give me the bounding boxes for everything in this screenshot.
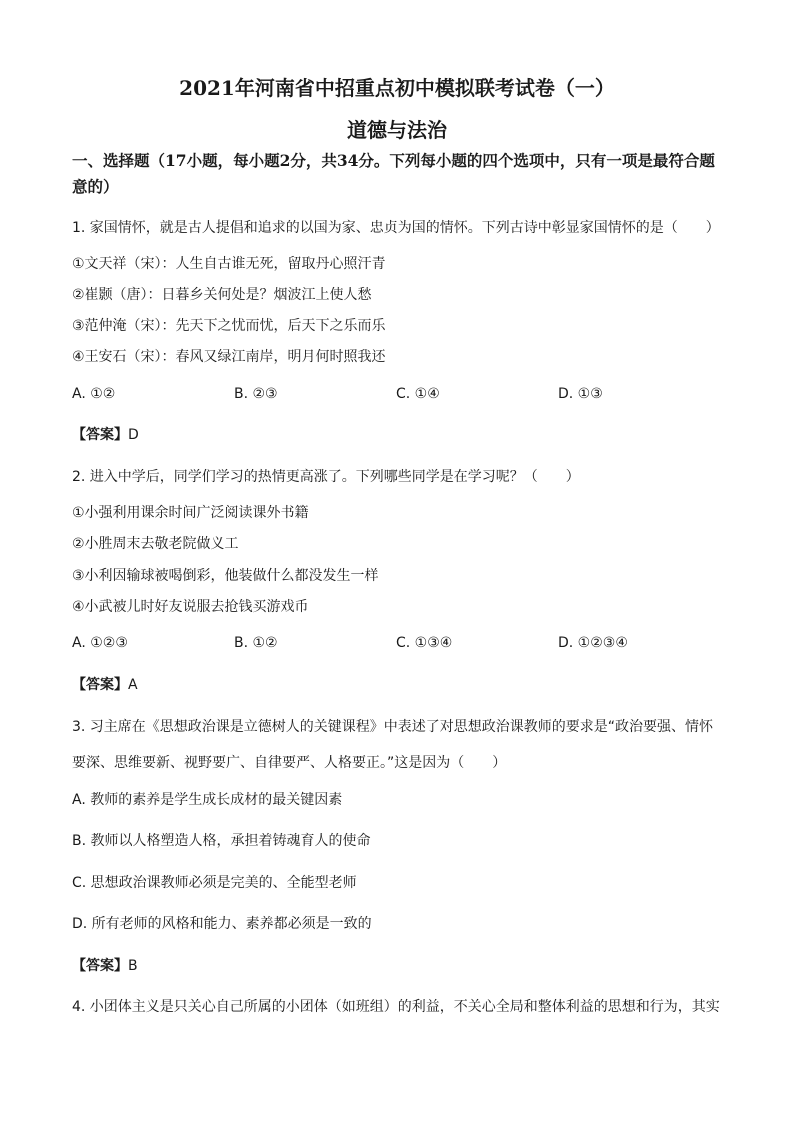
question-1-option-c: C. ①④ <box>396 386 440 402</box>
question-1-option-d: D. ①③ <box>558 386 603 402</box>
question-2-option-a: A. ①②③ <box>72 635 128 651</box>
question-1-option-a: A. ①② <box>72 386 116 402</box>
answer-value: D <box>128 427 139 443</box>
question-1-item-2: ②崔颢（唐）：日暮乡关何处是？烟波江上使人愁 <box>72 287 372 303</box>
question-1-answer <box>72 425 139 445</box>
section-heading: 一、选择题（17小题，每小题2分，共34分。下列每小题的四个选项中，只有一项是最符合题意的） <box>72 151 715 196</box>
answer-tag: 【答案】 <box>72 958 128 974</box>
question-3-option-a: A. 教师的素养是学生成长成材的最关键因素 <box>72 792 343 808</box>
question-2-item-4: ④小武被儿时好友说服去抢钱买游戏币 <box>72 599 309 615</box>
question-2-stem: 2. 进入中学后，同学们学习的热情更高涨了。下列哪些同学是在学习呢？（ ） <box>72 469 580 485</box>
exam-title: 2021年河南省中招重点初中模拟联考试卷（一） <box>179 76 615 100</box>
question-1-item-3: ③范仲淹（宋）：先天下之忧而忧，后天下之乐而乐 <box>72 318 386 334</box>
question-3-stem-line-2: 要深、思维要新、视野要广、自律要严、人格要正。”这是因为（ ） <box>72 755 507 771</box>
exam-subject: 道德与法治 <box>347 118 447 142</box>
question-2-item-2: ②小胜周末去敬老院做义工 <box>72 536 239 552</box>
answer-value: B <box>128 958 138 974</box>
question-3-option-d: D. 所有老师的风格和能力、素养都必须是一致的 <box>72 916 372 932</box>
question-1-item-4: ④王安石（宋）：春风又绿江南岸，明月何时照我还 <box>72 349 386 365</box>
answer-tag: 【答案】 <box>72 677 128 693</box>
answer-value: A <box>128 677 138 693</box>
question-3-stem-line-1: 3. 习主席在《思想政治课是立德树人的关键课程》中表述了对思想政治课教师的要求是“政治要强、情怀 <box>72 719 714 735</box>
question-2-option-c: C. ①③④ <box>396 635 453 651</box>
question-2-item-1: ①小强利用课余时间广泛阅读课外书籍 <box>72 505 309 521</box>
question-3-option-b: B. 教师以人格塑造人格，承担着铸魂育人的使命 <box>72 833 371 849</box>
answer-tag: 【答案】 <box>72 427 128 443</box>
question-3-answer <box>72 956 138 976</box>
question-4-stem: 4. 小团体主义是只关心自己所属的小团体（如班组）的利益，不关心全局和整体利益的思想和行为，其实 <box>72 999 720 1015</box>
question-1-stem: 1. 家国情怀，就是古人提倡和追求的以国为家、忠贞为国的情怀。下列古诗中彰显家国情怀的是（ ） <box>72 220 720 236</box>
question-2-answer <box>72 675 138 695</box>
question-2-option-b: B. ①② <box>234 635 278 651</box>
question-1-option-b: B. ②③ <box>234 386 278 402</box>
question-2-option-d: D. ①②③④ <box>558 635 628 651</box>
question-2-item-3: ③小利因输球被喝倒彩，他装做什么都没发生一样 <box>72 568 379 584</box>
question-3-option-c: C. 思想政治课教师必须是完美的、全能型老师 <box>72 875 357 891</box>
question-1-item-1: ①文天祥（宋）：人生自古谁无死，留取丹心照汗青 <box>72 256 386 272</box>
